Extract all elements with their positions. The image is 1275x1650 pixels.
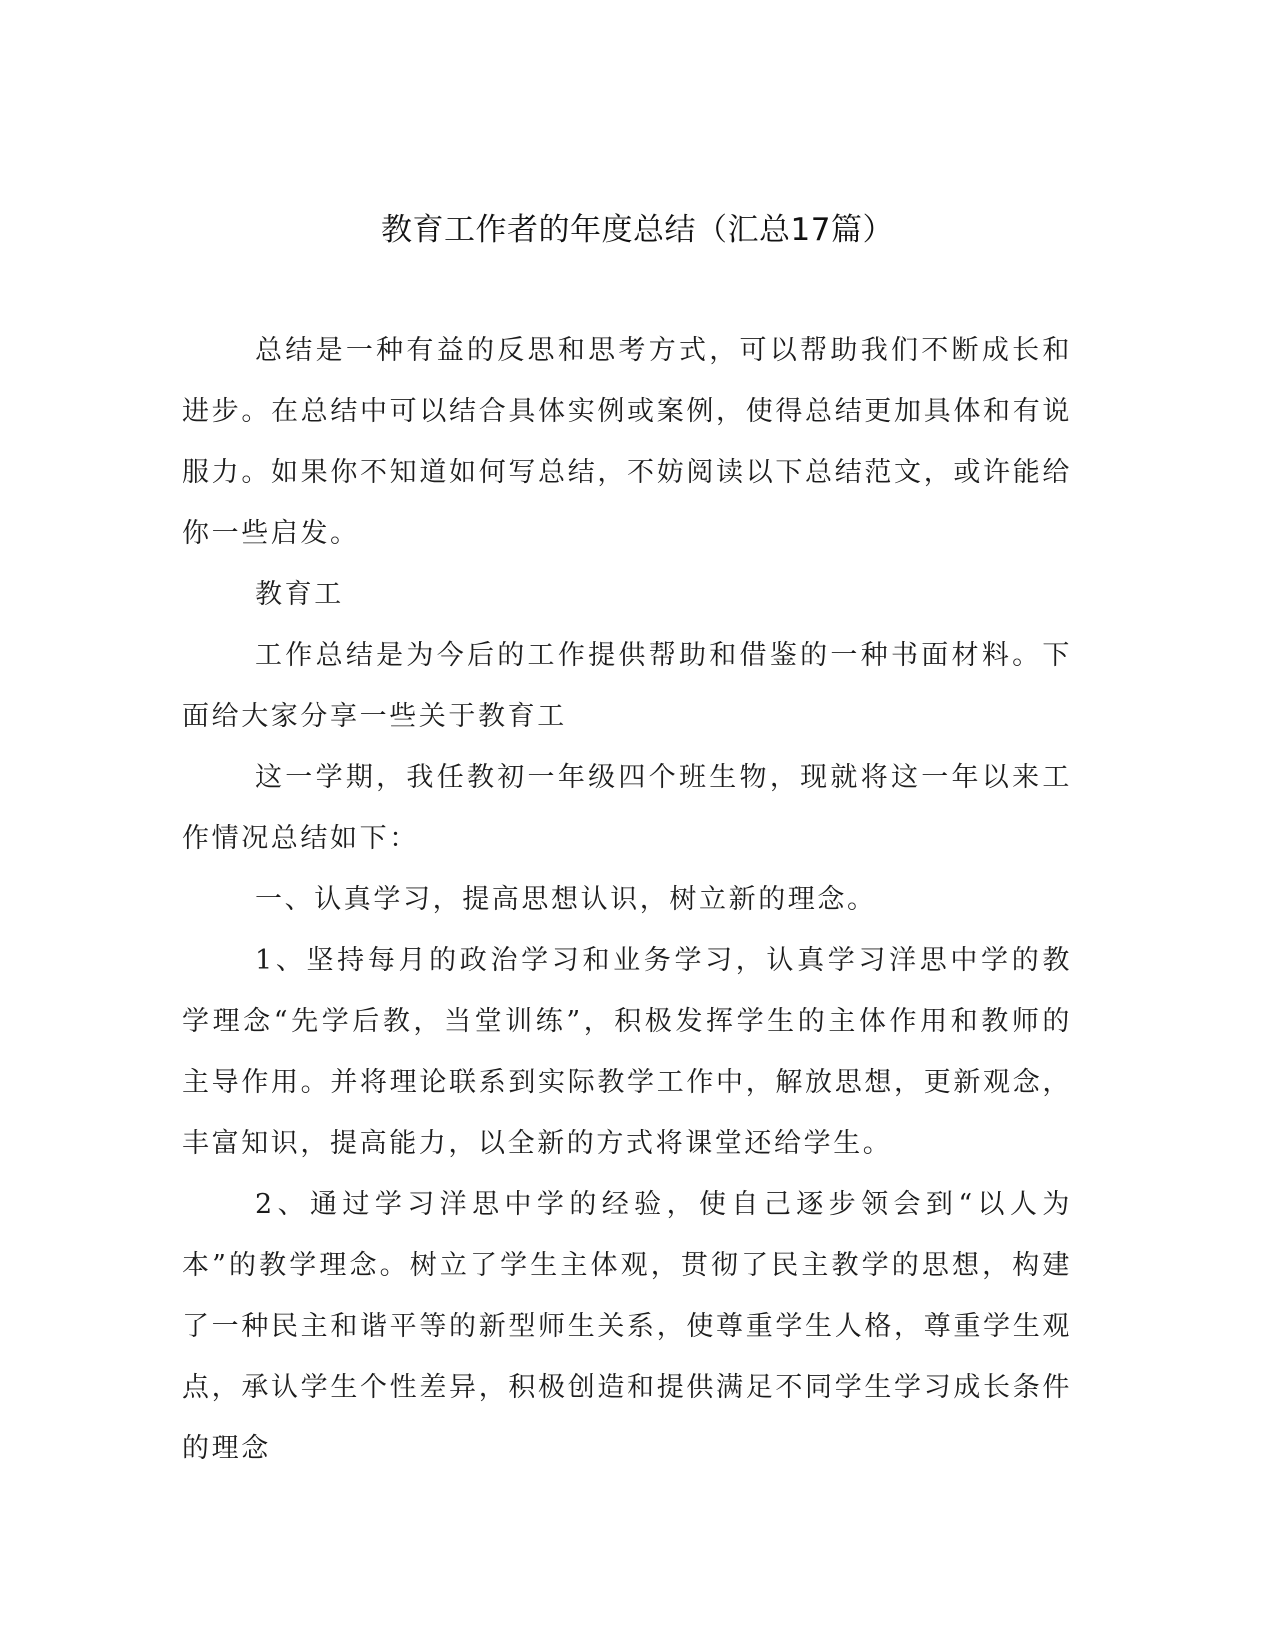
document-body [182,320,1072,1479]
paragraph-intro: 总结是一种有益的反思和思考方式，可以帮助我们不断成长和进步。在总结中可以结合具体实例或案例，使得总结更加具体和有说服力。如果你不知道如何写总结，不妨阅读以下总结范文，或许能给你一些启发。 [182,335,1072,549]
paragraph-section-label: 教育工 [255,579,344,610]
document-title: 教育工作者的年度总结（汇总17篇） [381,212,894,248]
paragraph-item-2: 2、通过学习洋思中学的经验，使自己逐步领会到“以人为本”的教学理念。树立了学生主体观，贯彻了民主教学的思想，构建了一种民主和谐平等的新型师生关系，使尊重学生人格，尊重学生观点，承认学生个性差异，积极创造和提供满足不同学生学习成长条件的理念 [182,1189,1072,1464]
paragraph-summary-intro: 工作总结是为今后的工作提供帮助和借鉴的一种书面材料。下面给大家分享一些关于教育工 [182,640,1072,732]
paragraph-item-1: 1、坚持每月的政治学习和业务学习，认真学习洋思中学的教学理念“先学后教，当堂训练”，积极发挥学生的主体作用和教师的主导作用。并将理论联系到实际教学工作中，解放思想，更新观念，丰富知识，提高能力，以全新的方式将课堂还给学生。 [182,945,1072,1159]
paragraph-semester-overview: 这一学期，我任教初一年级四个班生物，现就将这一年以来工作情况总结如下： [182,762,1072,854]
heading-section-one: 一、认真学习，提高思想认识，树立新的理念。 [255,884,877,915]
